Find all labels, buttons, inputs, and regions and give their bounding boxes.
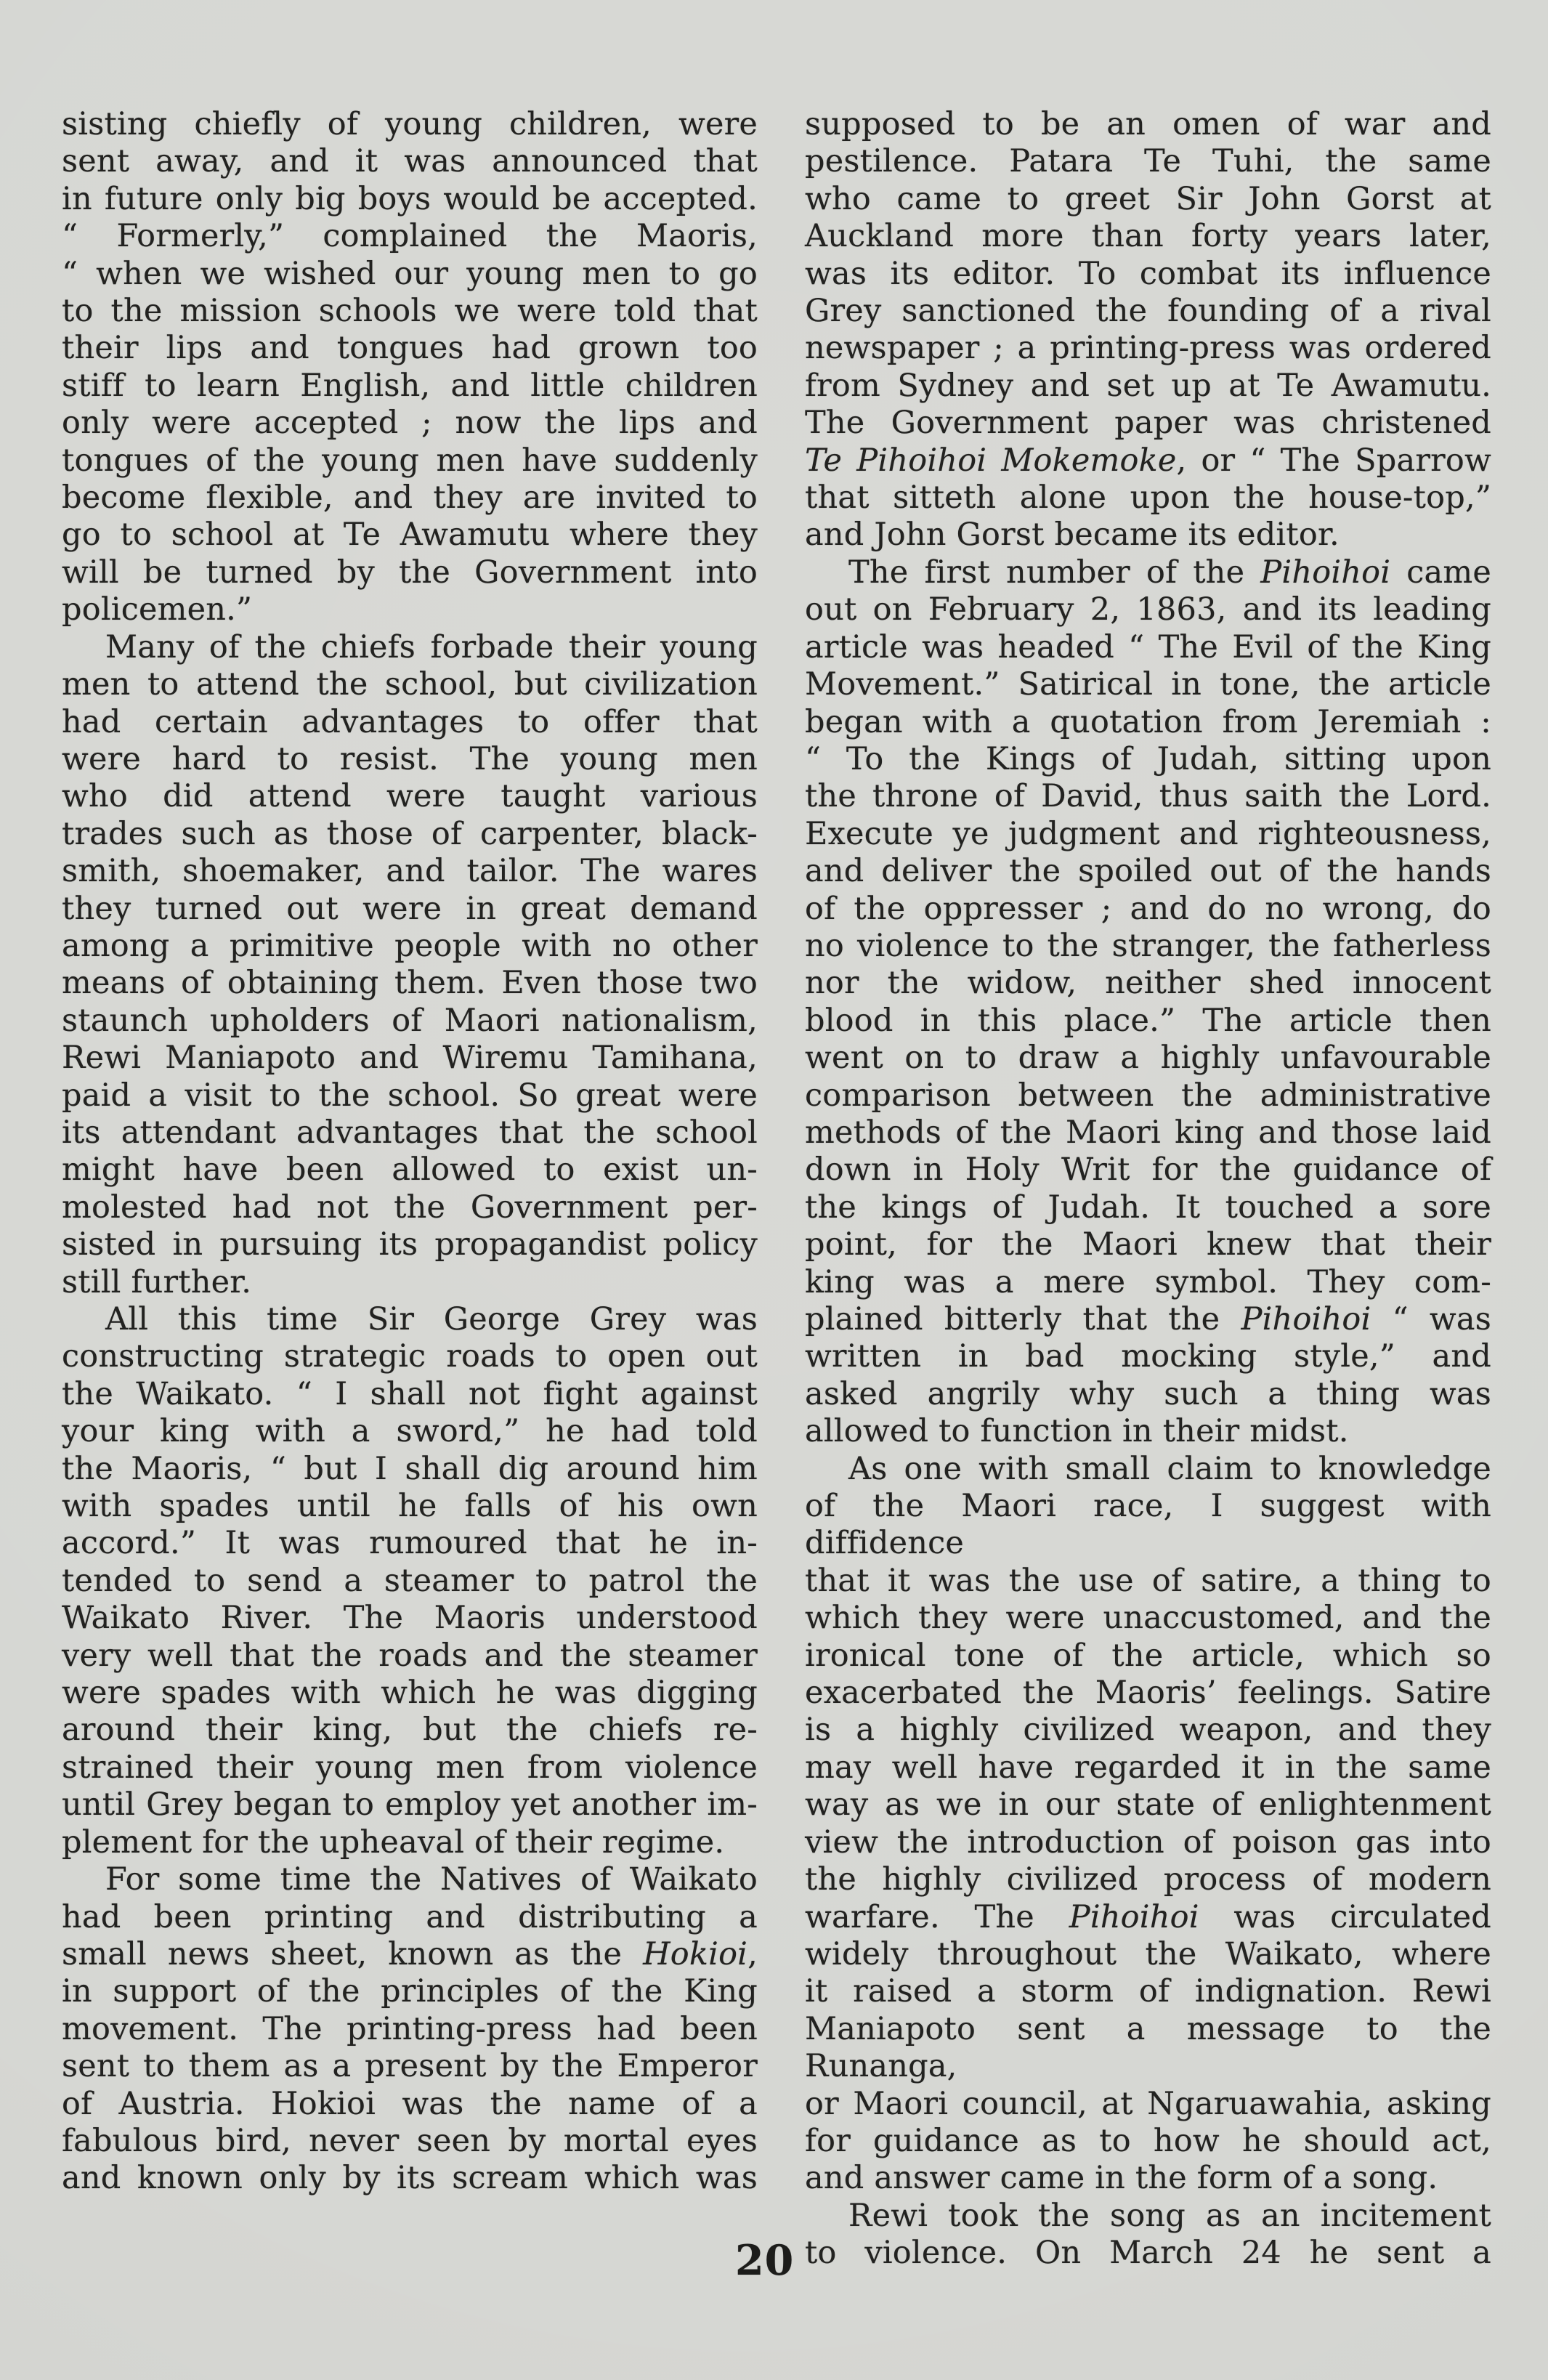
text-line xyxy=(62,256,758,293)
text-line xyxy=(805,1189,1491,1226)
text-line xyxy=(62,1376,758,1413)
text-line xyxy=(62,965,758,1002)
text-segment: might have been allowed to exist un- xyxy=(62,1151,758,1189)
text-segment: molested had not the Government per- xyxy=(62,1189,758,1226)
text-line xyxy=(805,1413,1491,1450)
text-line xyxy=(62,1749,758,1786)
paragraph xyxy=(805,1451,1491,2198)
text-segment: smith, shoemaker, and tailor. The wares xyxy=(62,853,758,890)
text-segment: All this time Sir George Grey was xyxy=(105,1301,758,1337)
text-line xyxy=(805,1973,1491,2010)
text-line xyxy=(805,1899,1491,1936)
text-segment: only were accepted ; now the lips and xyxy=(62,405,758,442)
text-segment: which they were unaccustomed, and the xyxy=(805,1600,1491,1637)
text-line xyxy=(805,1264,1491,1301)
text-line xyxy=(805,218,1491,255)
text-line xyxy=(805,143,1491,180)
text-line xyxy=(805,256,1491,293)
text-line xyxy=(805,405,1491,442)
text-line xyxy=(62,1114,758,1151)
text-line xyxy=(62,2048,758,2085)
text-segment: the highly civilized process of modern xyxy=(805,1861,1491,1898)
text-line xyxy=(62,1488,758,1525)
text-line xyxy=(805,741,1491,778)
text-line xyxy=(62,1899,758,1936)
text-line xyxy=(62,405,758,442)
text-segment: sisting chiefly of young children, were xyxy=(62,106,758,142)
text-segment: plement for the upheaval of their regime. xyxy=(62,1824,725,1861)
paragraph xyxy=(62,1861,758,2198)
text-line xyxy=(805,106,1491,143)
text-line xyxy=(805,2123,1491,2160)
text-segment: until Grey began to employ yet another im- xyxy=(62,1786,758,1824)
paragraph xyxy=(62,1301,758,1861)
text-line xyxy=(805,1040,1491,1077)
text-line xyxy=(62,1226,758,1263)
text-line xyxy=(62,1786,758,1824)
italic-text: Pihoihoi xyxy=(1241,1301,1371,1337)
text-line xyxy=(805,1712,1491,1749)
text-segment: means of obtaining them. Even those two xyxy=(62,965,758,1002)
text-segment: newspaper ; a printing-press was ordered xyxy=(805,330,1491,367)
text-segment: will be turned by the Government into xyxy=(62,554,758,591)
text-line xyxy=(805,704,1491,741)
text-segment: Rewi Maniapoto and Wiremu Tamihana, xyxy=(62,1040,758,1077)
text-line xyxy=(805,928,1491,965)
text-line xyxy=(805,965,1491,1002)
text-segment: in support of the principles of the King xyxy=(62,1973,758,2010)
text-segment: pestilence. Patara Te Tuhi, the same xyxy=(805,143,1491,180)
text-segment: paid a visit to the school. So great were xyxy=(62,1077,758,1114)
text-segment: tongues of the young men have suddenly xyxy=(62,442,758,479)
text-line xyxy=(62,293,758,330)
text-segment: and known only by its scream which was xyxy=(62,2160,758,2197)
text-segment: was its editor. To combat its influence xyxy=(805,255,1491,292)
text-segment: still further. xyxy=(62,1263,252,1300)
text-segment: the Maoris, “ but I shall dig around him xyxy=(62,1450,758,1487)
text-segment: Grey sanctioned the founding of a rival xyxy=(805,293,1491,330)
text-line xyxy=(62,1189,758,1226)
text-line xyxy=(805,591,1491,628)
text-segment: is a highly civilized weapon, and they xyxy=(805,1712,1491,1749)
text-line xyxy=(62,1824,758,1861)
text-segment: had been printing and distributing a xyxy=(62,1898,758,1935)
text-segment: who came to greet Sir John Gorst at xyxy=(805,180,1491,217)
text-line xyxy=(62,666,758,703)
text-segment: were spades with which he was digging xyxy=(62,1675,758,1712)
text-segment: , or “ The Sparrow xyxy=(1176,442,1491,479)
text-segment: accord.” It was rumoured that he in- xyxy=(62,1525,758,1562)
italic-text: Pihoihoi xyxy=(1260,554,1391,591)
text-line xyxy=(805,1376,1491,1413)
text-line xyxy=(805,891,1491,928)
text-segment: ironical tone of the article, which so xyxy=(805,1637,1491,1674)
text-line xyxy=(805,1301,1491,1338)
paragraph xyxy=(805,106,1491,554)
text-segment: policemen.” xyxy=(62,591,253,628)
text-line xyxy=(62,1638,758,1675)
text-line xyxy=(62,704,758,741)
text-segment: fabulous bird, never seen by mortal eyes xyxy=(62,2122,758,2159)
text-segment: men to attend the school, but civilization xyxy=(62,666,758,703)
text-line xyxy=(805,479,1491,517)
text-line xyxy=(805,554,1491,591)
text-segment: , xyxy=(747,1935,758,1972)
paragraph xyxy=(805,2198,1491,2272)
text-segment: the kings of Judah. It touched a sore xyxy=(805,1189,1491,1226)
text-segment: allowed to function in their midst. xyxy=(805,1413,1349,1450)
text-segment: no violence to the stranger, the fatherless xyxy=(805,927,1491,964)
text-segment: exacerbated the Maoris’ feelings. Satire xyxy=(805,1675,1491,1712)
text-segment: nor the widow, neither shed innocent xyxy=(805,965,1491,1002)
text-line xyxy=(62,1861,758,1898)
text-segment: Waikato River. The Maoris understood xyxy=(62,1600,758,1637)
text-line xyxy=(62,1003,758,1040)
text-segment: small news sheet, known as the xyxy=(62,1935,644,1972)
text-line xyxy=(62,816,758,853)
text-segment: go to school at Te Awamutu where they xyxy=(62,517,758,554)
text-segment: “ Formerly,” complained the Maoris, xyxy=(62,218,758,255)
text-segment: article was headed “ The Evil of the King xyxy=(805,628,1491,665)
text-line xyxy=(62,181,758,218)
text-segment: who did attend were taught various xyxy=(62,778,758,815)
text-segment: sent away, and it was announced that xyxy=(62,143,758,180)
right-text-column xyxy=(805,106,1491,2272)
text-segment: went on to draw a highly unfavourable xyxy=(805,1040,1491,1077)
paragraph xyxy=(62,629,758,1301)
text-line xyxy=(805,629,1491,666)
text-line xyxy=(62,106,758,143)
text-line xyxy=(805,1338,1491,1375)
text-segment: Rewi took the song as an incitement xyxy=(848,2197,1491,2234)
text-segment: movement. The printing-press had been xyxy=(62,2010,758,2047)
text-line xyxy=(805,1114,1491,1151)
text-segment: blood in this place.” The article then xyxy=(805,1002,1491,1039)
text-segment: Maniapoto sent a message to the Runanga, xyxy=(805,2010,1491,2085)
text-line xyxy=(805,1861,1491,1898)
text-line xyxy=(62,1151,758,1189)
text-segment: had certain advantages to offer that xyxy=(62,703,758,740)
text-line xyxy=(805,778,1491,815)
text-line xyxy=(805,1488,1491,1563)
text-segment: strained their young men from violence xyxy=(62,1749,758,1786)
text-line xyxy=(62,1301,758,1338)
text-segment: stiff to learn English, and little children xyxy=(62,367,758,404)
text-line xyxy=(805,2160,1491,2197)
text-segment: asked angrily why such a thing was xyxy=(805,1375,1491,1412)
text-segment: for guidance as to how he should act, xyxy=(805,2122,1491,2159)
text-line xyxy=(62,554,758,591)
text-segment: down in Holy Writ for the guidance of xyxy=(805,1151,1491,1189)
text-line xyxy=(805,1226,1491,1263)
text-line xyxy=(805,442,1491,479)
text-segment: of the Maori race, I suggest with diffidence xyxy=(805,1488,1491,1562)
text-line xyxy=(805,1451,1491,1488)
text-segment: methods of the Maori king and those laid xyxy=(805,1114,1491,1151)
text-line xyxy=(805,2011,1491,2086)
text-segment: As one with small claim to knowledge xyxy=(848,1450,1491,1487)
text-segment: came xyxy=(1390,554,1492,591)
text-segment: were hard to resist. The young men xyxy=(62,740,758,777)
text-segment: constructing strategic roads to open out xyxy=(62,1338,758,1375)
paragraph xyxy=(805,554,1491,1451)
text-line xyxy=(62,1712,758,1749)
text-segment: that sitteth alone upon the house-top,” xyxy=(805,479,1491,517)
text-segment: or Maori council, at Ngaruawahia, asking xyxy=(805,2085,1491,2122)
text-line xyxy=(805,2198,1491,2235)
text-line xyxy=(805,330,1491,367)
text-segment: “ when we wished our young men to go xyxy=(62,255,758,292)
text-segment: sisted in pursuing its propagandist policy xyxy=(62,1226,758,1263)
text-segment: tended to send a steamer to patrol the xyxy=(62,1562,758,1599)
text-segment: they turned out were in great demand xyxy=(62,890,758,927)
text-segment: out on February 2, 1863, and its leading xyxy=(805,591,1491,628)
text-segment: point, for the Maori knew that their xyxy=(805,1226,1491,1263)
left-text-column xyxy=(62,106,758,2198)
text-segment: from Sydney and set up at Te Awamutu. xyxy=(805,367,1491,404)
text-line xyxy=(805,1824,1491,1861)
text-segment: in future only big boys would be accepted. xyxy=(62,180,758,217)
text-segment: “ was xyxy=(1371,1301,1491,1337)
text-segment: around their king, but the chiefs re- xyxy=(62,1712,758,1749)
text-segment: Many of the chiefs forbade their young xyxy=(105,628,758,665)
text-segment: sent to them as a present by the Emperor xyxy=(62,2048,758,2085)
text-line xyxy=(62,1525,758,1562)
italic-text: Te Pihoihoi Mokemoke xyxy=(805,442,1177,479)
text-segment: For some time the Natives of Waikato xyxy=(105,1861,758,1898)
text-line xyxy=(62,1264,758,1301)
page-number: 20 xyxy=(735,2236,795,2285)
text-segment: your king with a sword,” he had told xyxy=(62,1413,758,1450)
text-segment: it raised a storm of indignation. Rewi xyxy=(805,1973,1491,2010)
text-segment: and deliver the spoiled out of the hands xyxy=(805,853,1491,890)
text-line xyxy=(805,2235,1491,2272)
text-segment: comparison between the administrative xyxy=(805,1077,1491,1114)
text-line xyxy=(62,218,758,255)
text-line xyxy=(62,2086,758,2123)
text-segment: supposed to be an omen of war and xyxy=(805,106,1491,142)
text-line xyxy=(62,330,758,367)
text-line xyxy=(62,1451,758,1488)
text-line xyxy=(805,1077,1491,1114)
text-segment: to violence. On March 24 he sent a xyxy=(805,2235,1491,2272)
text-line xyxy=(62,143,758,180)
text-line xyxy=(805,1600,1491,1637)
text-line xyxy=(62,891,758,928)
text-segment: that it was the use of satire, a thing to xyxy=(805,1562,1491,1599)
text-line xyxy=(62,368,758,405)
text-segment: staunch upholders of Maori nationalism, xyxy=(62,1002,758,1039)
text-segment: king was a mere symbol. They com- xyxy=(805,1263,1491,1300)
text-line xyxy=(805,853,1491,890)
text-line xyxy=(62,778,758,815)
text-segment: of the oppresser ; and do no wrong, do xyxy=(805,890,1491,927)
text-segment: widely throughout the Waikato, where xyxy=(805,1935,1491,1972)
text-line xyxy=(805,1749,1491,1786)
text-line xyxy=(62,928,758,965)
text-line xyxy=(805,293,1491,330)
text-line xyxy=(805,368,1491,405)
text-line xyxy=(62,1413,758,1450)
text-line xyxy=(62,2123,758,2160)
text-segment: with spades until he falls of his own xyxy=(62,1488,758,1525)
text-segment: warfare. The xyxy=(805,1898,1069,1935)
text-segment: the throne of David, thus saith the Lord. xyxy=(805,778,1491,815)
text-segment: to the mission schools we were told that xyxy=(62,293,758,330)
text-line xyxy=(62,1600,758,1637)
text-line xyxy=(805,2086,1491,2123)
text-line xyxy=(62,1973,758,2010)
italic-text: Hokioi xyxy=(643,1935,748,1972)
text-line xyxy=(805,517,1491,554)
text-line xyxy=(805,1151,1491,1189)
text-segment: among a primitive people with no other xyxy=(62,927,758,964)
text-line xyxy=(62,1936,758,1973)
text-segment: way as we in our state of enlightenment xyxy=(805,1786,1491,1824)
text-segment: plained bitterly that the xyxy=(805,1301,1241,1337)
text-segment: the Waikato. “ I shall not fight against xyxy=(62,1375,758,1412)
text-segment: Execute ye judgment and righteousness, xyxy=(805,815,1491,852)
text-line xyxy=(805,1003,1491,1040)
text-line xyxy=(62,591,758,628)
text-line xyxy=(62,1077,758,1114)
text-line xyxy=(62,853,758,890)
text-segment: The Government paper was christened xyxy=(805,405,1491,442)
text-segment: become flexible, and they are invited to xyxy=(62,479,758,517)
text-line xyxy=(805,1563,1491,1600)
text-line xyxy=(62,1338,758,1375)
text-segment: its attendant advantages that the school xyxy=(62,1114,758,1151)
text-line xyxy=(805,816,1491,853)
text-segment: and John Gorst became its editor. xyxy=(805,517,1340,554)
text-line xyxy=(62,1675,758,1712)
text-segment: and answer came in the form of a song. xyxy=(805,2160,1438,2197)
text-segment: written in bad mocking style,” and xyxy=(805,1338,1491,1375)
text-segment: began with a quotation from Jeremiah : xyxy=(805,703,1491,740)
text-line xyxy=(62,2160,758,2197)
text-line xyxy=(805,1638,1491,1675)
text-segment: very well that the roads and the steamer xyxy=(62,1637,758,1674)
text-line xyxy=(62,629,758,666)
text-segment: The first number of the xyxy=(848,554,1261,591)
text-segment: Movement.” Satirical in tone, the article xyxy=(805,666,1491,703)
text-line xyxy=(62,741,758,778)
paragraph xyxy=(62,106,758,629)
text-line xyxy=(805,181,1491,218)
text-line xyxy=(62,442,758,479)
text-line xyxy=(62,479,758,517)
text-line xyxy=(62,1563,758,1600)
text-segment: was circulated xyxy=(1199,1898,1492,1935)
text-line xyxy=(805,1675,1491,1712)
text-segment: trades such as those of carpenter, black- xyxy=(62,815,758,852)
text-line xyxy=(62,1040,758,1077)
text-segment: view the introduction of poison gas into xyxy=(805,1824,1491,1861)
text-segment: of Austria. Hokioi was the name of a xyxy=(62,2085,758,2122)
text-line xyxy=(805,666,1491,703)
italic-text: Pihoihoi xyxy=(1069,1898,1199,1935)
text-line xyxy=(805,1786,1491,1824)
text-line xyxy=(805,1936,1491,1973)
text-segment: “ To the Kings of Judah, sitting upon xyxy=(805,740,1491,777)
text-line xyxy=(62,517,758,554)
text-line xyxy=(62,2011,758,2048)
text-segment: may well have regarded it in the same xyxy=(805,1749,1491,1786)
text-segment: their lips and tongues had grown too xyxy=(62,330,758,367)
text-segment: Auckland more than forty years later, xyxy=(805,218,1491,255)
